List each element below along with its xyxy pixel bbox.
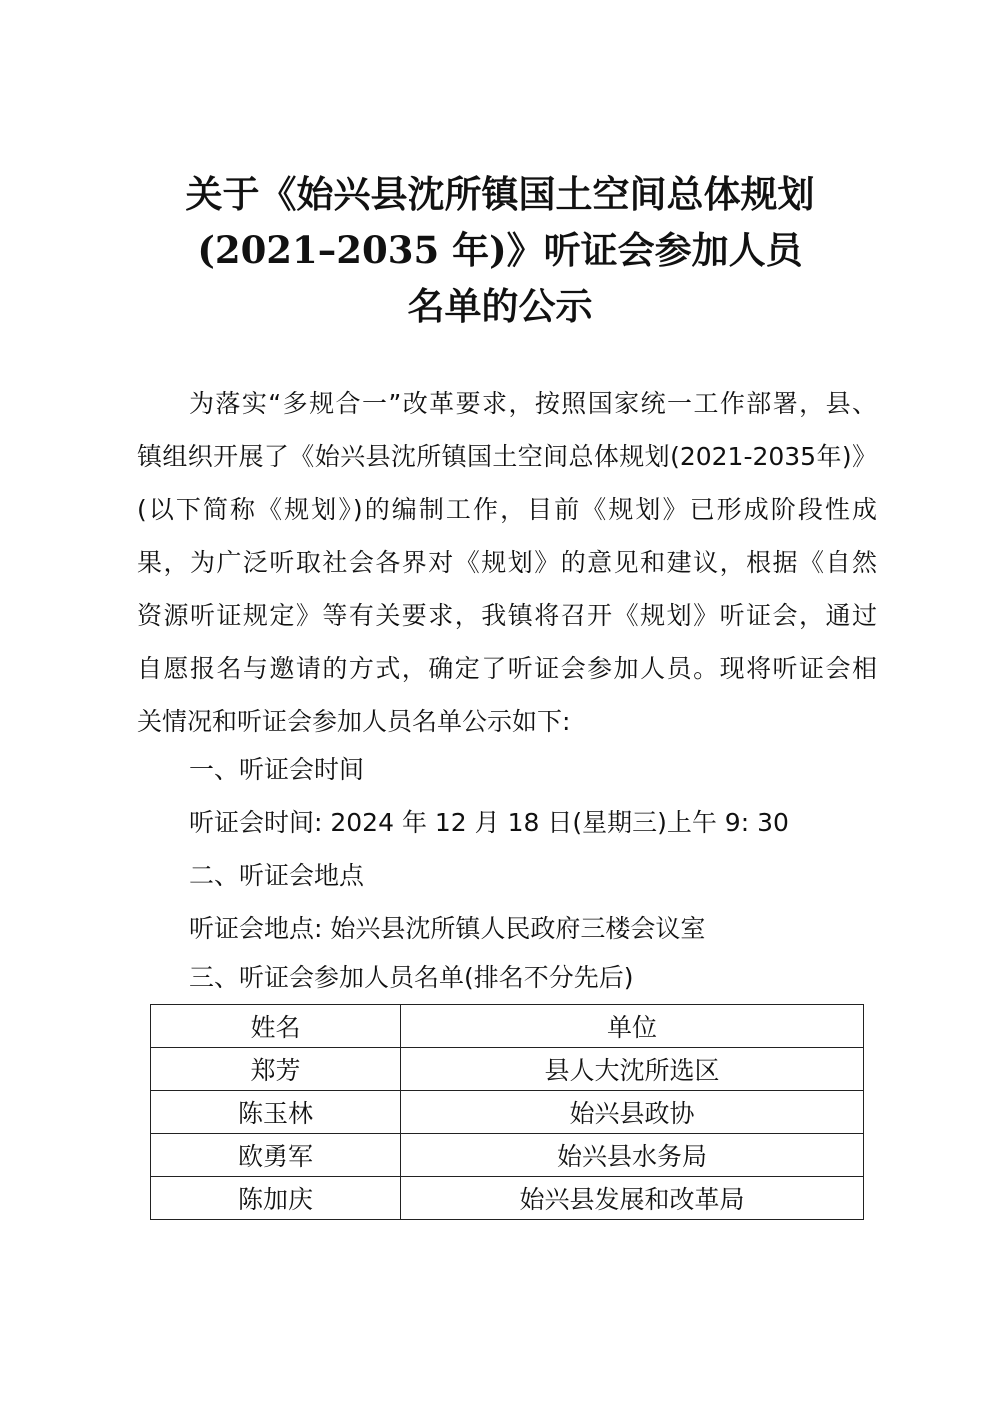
- table-row: [151, 1048, 864, 1091]
- table-row: [151, 1134, 864, 1177]
- section-time-text: 听证会时间: 2024 年 12 月 18 日(星期三)上午 9: 30: [189, 808, 789, 837]
- intro-line: 镇组织开展了《始兴县沈所镇国土空间总体规划(2021-2035年)》: [137, 442, 877, 471]
- intro-paragraph: [137, 377, 877, 748]
- section-place-heading: 二、听证会地点: [189, 861, 365, 890]
- section-place-text: 听证会地点: 始兴县沈所镇人民政府三楼会议室: [189, 914, 706, 943]
- document-title: [0, 166, 1000, 334]
- intro-line: 自愿报名与邀请的方式，确定了听证会参加人员。现将听证会相: [137, 654, 877, 683]
- intro-line: (以下简称《规划》)的编制工作，目前《规划》已形成阶段性成: [137, 495, 877, 524]
- intro-line: 资源听证规定》等有关要求，我镇将召开《规划》听证会，通过: [137, 601, 877, 630]
- participant-name: 陈加庆: [151, 1177, 401, 1220]
- participant-name: 郑芳: [151, 1048, 401, 1091]
- participant-unit: 始兴县发展和改革局: [400, 1177, 863, 1220]
- title-line-2: (2021–2035 年)》听证会参加人员: [197, 228, 803, 272]
- title-line-3: 名单的公示: [407, 284, 593, 328]
- participant-unit: 县人大沈所选区: [400, 1048, 863, 1091]
- table-row: [151, 1091, 864, 1134]
- participant-unit: 始兴县政协: [400, 1091, 863, 1134]
- section-roster-heading: 三、听证会参加人员名单(排名不分先后): [189, 963, 634, 992]
- intro-line: 关情况和听证会参加人员名单公示如下:: [137, 707, 571, 736]
- participant-name: 陈玉林: [151, 1091, 401, 1134]
- table-row: [151, 1177, 864, 1220]
- table-header-row: [151, 1005, 864, 1048]
- header-unit: 单位: [400, 1005, 863, 1048]
- participant-unit: 始兴县水务局: [400, 1134, 863, 1177]
- header-name: 姓名: [151, 1005, 401, 1048]
- section-time-heading: 一、听证会时间: [189, 755, 365, 784]
- intro-line: 为落实“多规合一”改革要求，按照国家统一工作部署，县、: [189, 389, 877, 418]
- participants-table: [150, 1004, 864, 1220]
- participant-name: 欧勇军: [151, 1134, 401, 1177]
- title-line-1: 关于《始兴县沈所镇国土空间总体规划: [185, 172, 815, 216]
- intro-line: 果，为广泛听取社会各界对《规划》的意见和建议，根据《自然: [137, 548, 877, 577]
